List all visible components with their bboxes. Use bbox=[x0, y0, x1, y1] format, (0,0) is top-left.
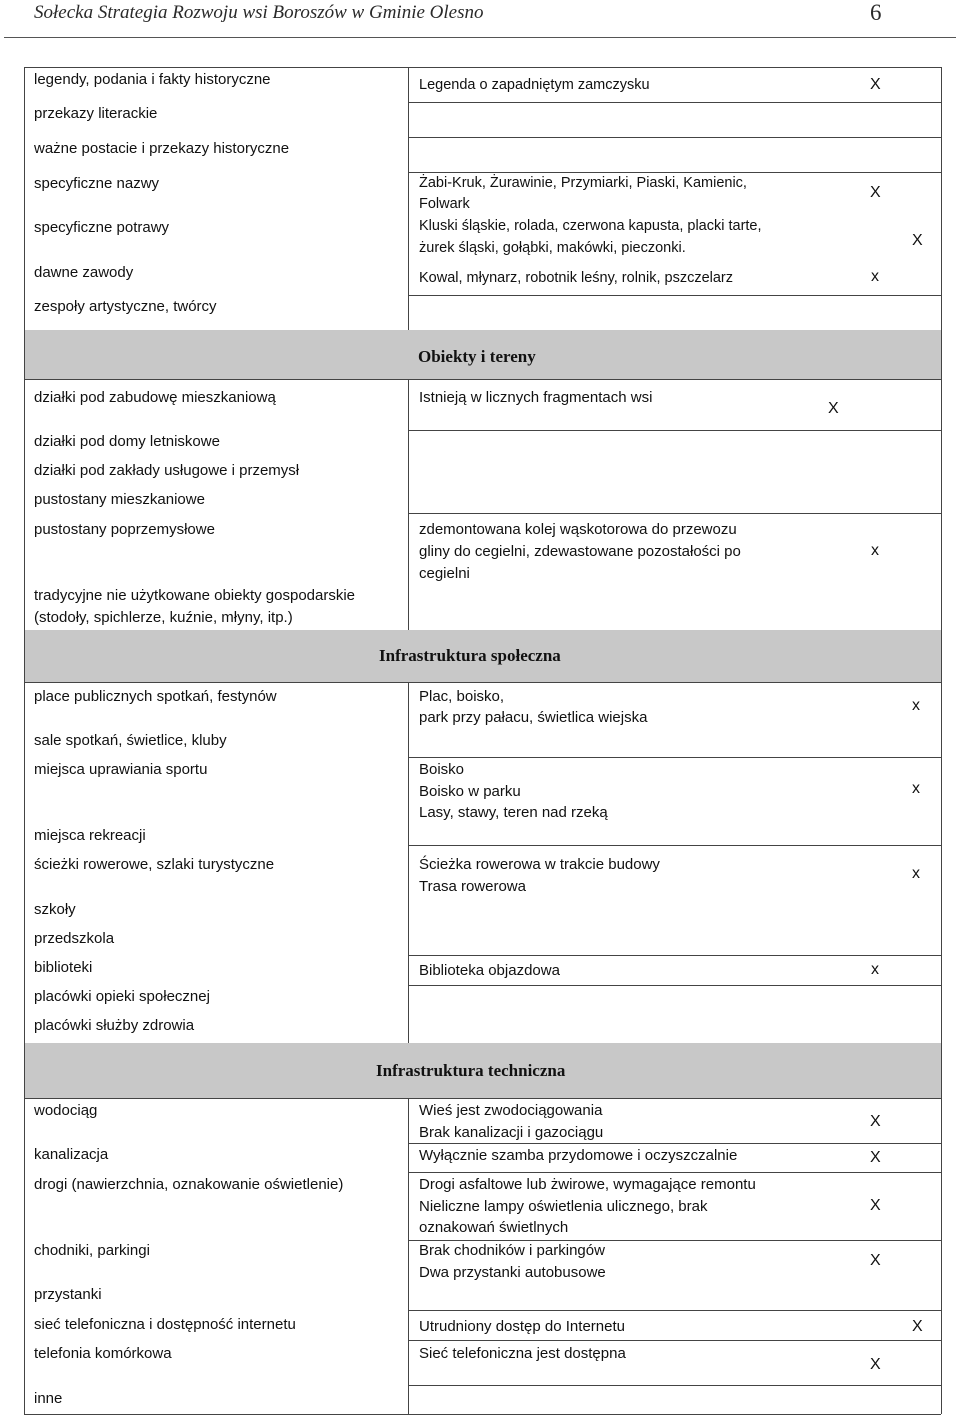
row-label: zespoły artystyczne, twórcy bbox=[34, 298, 217, 315]
row-description: Biblioteka objazdowa bbox=[419, 962, 560, 979]
header-rule bbox=[4, 37, 956, 38]
row-label: szkoły bbox=[34, 901, 76, 918]
section-title-objects: Obiekty i tereny bbox=[418, 347, 536, 366]
row-description: Ścieżka rowerowa w trakcie budowy bbox=[419, 856, 660, 873]
check-mark: X bbox=[870, 76, 881, 93]
row-label: drogi (nawierzchnia, oznakowanie oświetlenie) bbox=[34, 1176, 344, 1193]
row-description: oznakowań świetlnych bbox=[419, 1219, 569, 1236]
row-description: Lasy, stawy, teren nad rzeką bbox=[419, 804, 608, 821]
check-mark: X bbox=[912, 232, 923, 249]
section-title-social: Infrastruktura społeczna bbox=[379, 646, 561, 665]
check-mark: X bbox=[870, 184, 881, 201]
check-mark: X bbox=[870, 1113, 881, 1130]
check-mark: X bbox=[870, 1197, 881, 1214]
row-description: Sieć telefoniczna jest dostępna bbox=[419, 1345, 626, 1362]
row-description: Wyłącznie szamba przydomowe i oczyszczalnie bbox=[419, 1147, 738, 1164]
row-description: Nieliczne lampy oświetlenia ulicznego, brak bbox=[419, 1198, 708, 1215]
row-label: miejsca rekreacji bbox=[34, 827, 146, 844]
check-mark: x bbox=[912, 697, 920, 714]
row-label: inne bbox=[34, 1390, 63, 1407]
row-label: miejsca uprawiania sportu bbox=[34, 761, 208, 778]
row-label: pustostany mieszkaniowe bbox=[34, 491, 205, 508]
row-description: Brak chodników i parkingów bbox=[419, 1242, 605, 1259]
check-mark: X bbox=[870, 1149, 881, 1166]
row-description: Dwa przystanki autobusowe bbox=[419, 1264, 606, 1281]
row-label: ważne postacie i przekazy historyczne bbox=[34, 140, 290, 157]
check-mark: x bbox=[912, 865, 920, 882]
row-label: sieć telefoniczna i dostępność internetu bbox=[34, 1316, 296, 1333]
page-header bbox=[0, 0, 960, 38]
row-label: wodociąg bbox=[34, 1102, 98, 1119]
row-description: Kluski śląskie, rolada, czerwona kapusta, placki tarte, bbox=[419, 218, 762, 234]
row-label: kanalizacja bbox=[34, 1146, 109, 1163]
row-label: działki pod zakłady usługowe i przemysł bbox=[34, 462, 300, 479]
row-description: Trasa rowerowa bbox=[419, 878, 526, 895]
row-description: Boisko bbox=[419, 761, 465, 778]
row-label: specyficzne potrawy bbox=[34, 219, 170, 236]
row-label: działki pod zabudowę mieszkaniową bbox=[34, 389, 276, 406]
check-mark: X bbox=[912, 1318, 923, 1335]
row-label: przedszkola bbox=[34, 930, 115, 947]
row-label: sale spotkań, świetlice, kluby bbox=[34, 732, 227, 749]
row-description: Boisko w parku bbox=[419, 783, 521, 800]
row-label: biblioteki bbox=[34, 959, 93, 976]
check-mark: x bbox=[871, 542, 879, 559]
row-label: tradycyjne nie użytkowane obiekty gospodarskie bbox=[34, 587, 356, 604]
row-description: Żabi-Kruk, Żurawinie, Przymiarki, Piaski, Kamienic, bbox=[419, 175, 747, 191]
check-mark: X bbox=[870, 1356, 881, 1373]
row-label: chodniki, parkingi bbox=[34, 1242, 150, 1259]
row-label: specyficzne nazwy bbox=[34, 175, 160, 192]
row-description: Kowal, młynarz, robotnik leśny, rolnik, pszczelarz bbox=[419, 270, 734, 286]
row-label: przekazy literackie bbox=[34, 105, 158, 122]
check-mark: X bbox=[870, 1252, 881, 1269]
row-description: Brak kanalizacji i gazociągu bbox=[419, 1124, 604, 1141]
row-description: Istnieją w licznych fragmentach wsi bbox=[419, 389, 653, 406]
row-label: przystanki bbox=[34, 1286, 102, 1303]
row-description: żurek śląski, gołąbki, makówki, pieczonki. bbox=[419, 240, 686, 256]
document-title: Sołecka Strategia Rozwoju wsi Boroszów w Gminie Olesno bbox=[34, 2, 484, 23]
page-number: 6 bbox=[870, 0, 882, 25]
row-description: Utrudniony dostęp do Internetu bbox=[419, 1318, 625, 1335]
row-label: dawne zawody bbox=[34, 264, 134, 281]
row-label: ścieżki rowerowe, szlaki turystyczne bbox=[34, 856, 275, 873]
row-label: działki pod domy letniskowe bbox=[34, 433, 220, 450]
check-mark: x bbox=[871, 268, 879, 285]
row-description: Legenda o zapadniętym zamczysku bbox=[419, 77, 650, 93]
row-description: Wieś jest zwodociągowania bbox=[419, 1102, 603, 1119]
row-label: placówki służby zdrowia bbox=[34, 1017, 195, 1034]
row-label: pustostany poprzemysłowe bbox=[34, 521, 215, 538]
row-description: zdemontowana kolej wąskotorowa do przewozu bbox=[419, 521, 737, 538]
check-mark: x bbox=[871, 961, 879, 978]
row-description: Drogi asfaltowe lub żwirowe, wymagające remontu bbox=[419, 1176, 756, 1193]
row-description: gliny do cegielni, zdewastowane pozostałości po bbox=[419, 543, 741, 560]
row-label: telefonia komórkowa bbox=[34, 1345, 172, 1362]
check-mark: X bbox=[828, 400, 839, 417]
check-mark: x bbox=[912, 780, 920, 797]
section-title-technical: Infrastruktura techniczna bbox=[376, 1061, 566, 1080]
row-description: park przy pałacu, świetlica wiejska bbox=[419, 709, 648, 726]
row-label: legendy, podania i fakty historyczne bbox=[34, 71, 271, 88]
row-description: Plac, boisko, bbox=[419, 688, 505, 705]
row-description: Folwark bbox=[419, 196, 470, 212]
row-label: (stodoły, spichlerze, kuźnie, młyny, itp.) bbox=[34, 609, 293, 626]
row-label: place publicznych spotkań, festynów bbox=[34, 688, 277, 705]
row-label: placówki opieki społecznej bbox=[34, 988, 210, 1005]
row-description: cegielni bbox=[419, 565, 470, 582]
